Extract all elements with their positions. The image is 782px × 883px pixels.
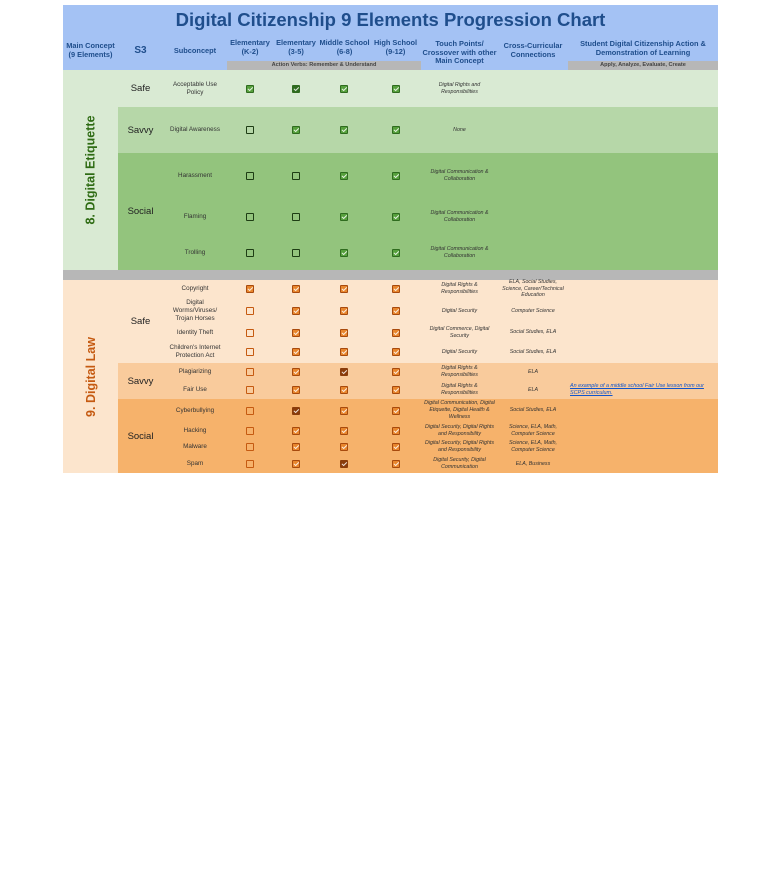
touch-points-cell: Digital Security: [441, 348, 478, 355]
checked-box-icon[interactable]: [292, 443, 300, 451]
subconcept-cell: Malware: [183, 443, 207, 451]
checked-box-icon[interactable]: [392, 368, 400, 376]
checked-box-icon[interactable]: [292, 427, 300, 435]
cross-curricular-cell: [498, 235, 568, 270]
touch-points-cell: Digital Commerce, Digital Security: [429, 325, 490, 339]
level-cell: [336, 439, 352, 455]
checked-box-icon[interactable]: [340, 249, 348, 257]
s3-label: Social: [127, 206, 154, 217]
cross-curricular-cell: ELA, Business: [515, 460, 551, 467]
level-cell: [336, 455, 352, 473]
level-cell: [242, 381, 258, 399]
subconcept-cell: Harassment: [178, 171, 212, 179]
unchecked-box-icon[interactable]: [246, 172, 254, 180]
level-cell: [242, 455, 258, 473]
cross-curricular-cell: [498, 198, 568, 235]
checked-box-icon[interactable]: [392, 249, 400, 257]
level-cell: [336, 107, 352, 153]
touch-points-cell: Digital Rights & Responsibilities: [441, 365, 478, 378]
level-cell: [242, 399, 258, 422]
unchecked-box-icon[interactable]: [292, 213, 300, 221]
header-high-school: High School (9-12): [373, 38, 418, 56]
touch-points-cell: Digital Security, Digital Communication: [433, 457, 486, 470]
touch-points-cell: Digital Rights & Responsibilities: [441, 383, 478, 396]
checked-box-icon[interactable]: [392, 427, 400, 435]
checked-box-icon[interactable]: [392, 386, 400, 394]
checked-box-icon[interactable]: [340, 386, 348, 394]
level-cell: [288, 324, 304, 341]
checked-box-icon[interactable]: [340, 85, 348, 93]
subconcept-cell: Digital Worms/Viruses/ Trojan Horses: [172, 299, 218, 322]
header-student-action: Student Digital Citizenship Action & Demonstration of Learning: [580, 39, 706, 57]
checked-box-icon[interactable]: [292, 126, 300, 134]
unchecked-box-icon[interactable]: [292, 249, 300, 257]
touch-points-cell: Digital Security: [441, 307, 478, 314]
checked-box-icon[interactable]: [392, 460, 400, 468]
level-cell: [388, 422, 404, 439]
checked-box-icon[interactable]: [340, 348, 348, 356]
level-cell: [388, 280, 404, 298]
level-cell: [388, 107, 404, 153]
level-cell: [288, 298, 304, 324]
level-cell: [388, 324, 404, 341]
cross-curricular-cell: ELA: [527, 386, 538, 393]
checked-box-icon[interactable]: [292, 386, 300, 394]
touch-points-cell: Digital Communication, Digital Etiquette, Digital Health & Wellness: [424, 400, 495, 420]
header-elementary-35: Elementary (3-5): [276, 38, 316, 56]
checked-box-icon[interactable]: [340, 460, 348, 468]
cross-curricular-cell: [498, 107, 568, 153]
header-middle-school: Middle School (6-8): [319, 38, 370, 56]
subconcept-cell: Acceptable Use Policy: [172, 80, 218, 96]
level-cell: [288, 235, 304, 270]
cross-curricular-cell: Science, ELA, Math, Computer Science: [509, 440, 557, 453]
subconcept-cell: Cyberbullying: [175, 406, 215, 414]
level-cell: [336, 363, 352, 381]
level-cell: [388, 235, 404, 270]
level-cell: [242, 280, 258, 298]
subconcept-cell: Copyright: [181, 285, 209, 293]
checked-box-icon[interactable]: [340, 443, 348, 451]
unchecked-box-icon[interactable]: [292, 172, 300, 180]
cross-curricular-cell: Social Studies, ELA: [509, 329, 557, 336]
touch-points-cell: Digital Communication & Collaboration: [430, 168, 489, 182]
subconcept-cell: Fair Use: [183, 386, 207, 394]
main-concept-text: 9. Digital Law: [83, 336, 98, 417]
level-cell: [288, 422, 304, 439]
unchecked-box-icon[interactable]: [246, 460, 254, 468]
checked-box-icon[interactable]: [340, 126, 348, 134]
unchecked-box-icon[interactable]: [246, 213, 254, 221]
s3-label: Safe: [130, 83, 151, 94]
action-verbs-left: Action Verbs: Remember & Understand: [227, 61, 421, 70]
level-cell: [336, 341, 352, 363]
level-cell: [388, 198, 404, 235]
header-elementary-k2: Elementary (K-2): [230, 38, 270, 56]
level-cell: [336, 422, 352, 439]
checked-box-icon[interactable]: [292, 368, 300, 376]
cross-curricular-cell: Science, ELA, Math, Computer Science: [509, 423, 557, 437]
checked-box-icon[interactable]: [246, 85, 254, 93]
checked-box-icon[interactable]: [340, 213, 348, 221]
subconcept-cell: Children's Internet Protection Act: [169, 344, 221, 359]
checked-box-icon[interactable]: [246, 285, 254, 293]
level-cell: [288, 363, 304, 381]
level-cell: [242, 198, 258, 235]
checked-box-icon[interactable]: [340, 427, 348, 435]
checked-box-icon[interactable]: [340, 307, 348, 315]
unchecked-box-icon[interactable]: [246, 249, 254, 257]
cross-curricular-cell: Social Studies, ELA: [509, 407, 557, 414]
level-cell: [288, 341, 304, 363]
header-subconcept: Subconcept: [173, 45, 217, 55]
checked-box-icon[interactable]: [392, 307, 400, 315]
chart-title: Digital Citizenship 9 Elements Progression Chart: [63, 5, 718, 35]
s3-label: Social: [127, 430, 154, 442]
s3-label: Savvy: [127, 375, 154, 387]
checked-box-icon[interactable]: [392, 285, 400, 293]
unchecked-box-icon[interactable]: [246, 307, 254, 315]
level-cell: [242, 324, 258, 341]
level-cell: [242, 298, 258, 324]
level-cell: [288, 455, 304, 473]
level-cell: [388, 341, 404, 363]
cross-curricular-cell: [498, 153, 568, 198]
level-cell: [288, 439, 304, 455]
checked-box-icon[interactable]: [292, 460, 300, 468]
unchecked-box-icon[interactable]: [246, 368, 254, 376]
level-cell: [336, 280, 352, 298]
level-cell: [288, 198, 304, 235]
unchecked-box-icon[interactable]: [246, 329, 254, 337]
level-cell: [242, 363, 258, 381]
level-cell: [388, 70, 404, 107]
level-cell: [336, 153, 352, 198]
subconcept-cell: Trolling: [184, 248, 206, 256]
unchecked-box-icon[interactable]: [246, 427, 254, 435]
touch-points-cell: None: [453, 126, 466, 133]
level-cell: [336, 399, 352, 422]
level-cell: [242, 439, 258, 455]
touch-points-cell: Digital Security, Digital Rights and Responsibility: [424, 440, 495, 453]
level-cell: [288, 107, 304, 153]
level-cell: [288, 70, 304, 107]
level-cell: [388, 399, 404, 422]
touch-points-cell: Digital Rights & Responsibilities: [441, 282, 478, 295]
action-verbs-right: Apply, Analyze, Evaluate, Create: [568, 61, 718, 70]
level-cell: [388, 298, 404, 324]
cross-curricular-cell: [498, 70, 568, 107]
checked-box-icon[interactable]: [340, 368, 348, 376]
level-cell: [242, 422, 258, 439]
unchecked-box-icon[interactable]: [246, 348, 254, 356]
subconcept-cell: Digital Awareness: [170, 126, 220, 134]
main-concept-text: 8. Digital Etiquette: [83, 115, 98, 225]
header-main-concept: Main Concept (9 Elements): [66, 41, 115, 59]
subconcept-cell: Identity Theft: [176, 328, 214, 336]
header-s3: S3: [134, 45, 147, 56]
subconcept-cell: Spam: [186, 460, 204, 468]
checked-box-icon[interactable]: [340, 172, 348, 180]
level-cell: [242, 107, 258, 153]
checked-box-icon[interactable]: [292, 85, 300, 93]
level-cell: [288, 399, 304, 422]
unchecked-box-icon[interactable]: [246, 443, 254, 451]
cross-curricular-cell: Computer Science: [511, 307, 555, 314]
s3-label: Savvy: [127, 124, 154, 136]
level-cell: [388, 153, 404, 198]
checked-box-icon[interactable]: [340, 407, 348, 415]
checked-box-icon[interactable]: [292, 407, 300, 415]
checked-box-icon[interactable]: [392, 213, 400, 221]
level-cell: [388, 439, 404, 455]
unchecked-box-icon[interactable]: [246, 386, 254, 394]
level-cell: [242, 235, 258, 270]
touch-points-cell: Digital Communication & Collaboration: [430, 209, 489, 223]
cross-curricular-cell: ELA: [527, 368, 538, 375]
header-cross-curricular: Cross-Curricular Connections: [503, 41, 563, 59]
s3-label: Safe: [130, 316, 151, 327]
level-cell: [288, 280, 304, 298]
header-touch-points: Touch Points/ Crossover with other Main Concept: [422, 38, 497, 66]
level-cell: [388, 455, 404, 473]
checked-box-icon[interactable]: [292, 307, 300, 315]
section-separator: [63, 270, 718, 280]
checked-box-icon[interactable]: [392, 85, 400, 93]
touch-points-cell: Digital Communication & Collaboration: [430, 245, 489, 259]
level-cell: [288, 381, 304, 399]
level-cell: [336, 198, 352, 235]
level-cell: [388, 363, 404, 381]
checked-box-icon[interactable]: [340, 285, 348, 293]
level-cell: [388, 381, 404, 399]
unchecked-box-icon[interactable]: [246, 126, 254, 134]
cross-curricular-cell: ELA, Social Studies, Science, Career/Technical Education: [502, 278, 564, 299]
level-cell: [336, 381, 352, 399]
checked-box-icon[interactable]: [392, 172, 400, 180]
subconcept-cell: Flaming: [183, 212, 207, 220]
level-cell: [242, 153, 258, 198]
checked-box-icon[interactable]: [292, 348, 300, 356]
touch-points-cell: Digital Security, Digital Rights and Responsibility: [424, 423, 495, 437]
cross-curricular-cell: Social Studies, ELA: [509, 348, 557, 355]
touch-points-cell: Digital Rights and Responsibilities: [438, 81, 481, 95]
checked-box-icon[interactable]: [292, 329, 300, 337]
level-cell: [242, 70, 258, 107]
checked-box-icon[interactable]: [392, 126, 400, 134]
level-cell: [336, 235, 352, 270]
student-action-link[interactable]: An example of a middle school Fair Use lesson from our SCPS curriculum.: [570, 382, 704, 396]
subconcept-cell: Plagiarizing: [178, 368, 212, 376]
checked-box-icon[interactable]: [292, 285, 300, 293]
subconcept-cell: Hacking: [183, 426, 207, 434]
checked-box-icon[interactable]: [392, 329, 400, 337]
level-cell: [336, 298, 352, 324]
level-cell: [242, 341, 258, 363]
level-cell: [336, 70, 352, 107]
checked-box-icon[interactable]: [392, 407, 400, 415]
level-cell: [288, 153, 304, 198]
checked-box-icon[interactable]: [392, 443, 400, 451]
checked-box-icon[interactable]: [392, 348, 400, 356]
level-cell: [336, 324, 352, 341]
unchecked-box-icon[interactable]: [246, 407, 254, 415]
checked-box-icon[interactable]: [340, 329, 348, 337]
